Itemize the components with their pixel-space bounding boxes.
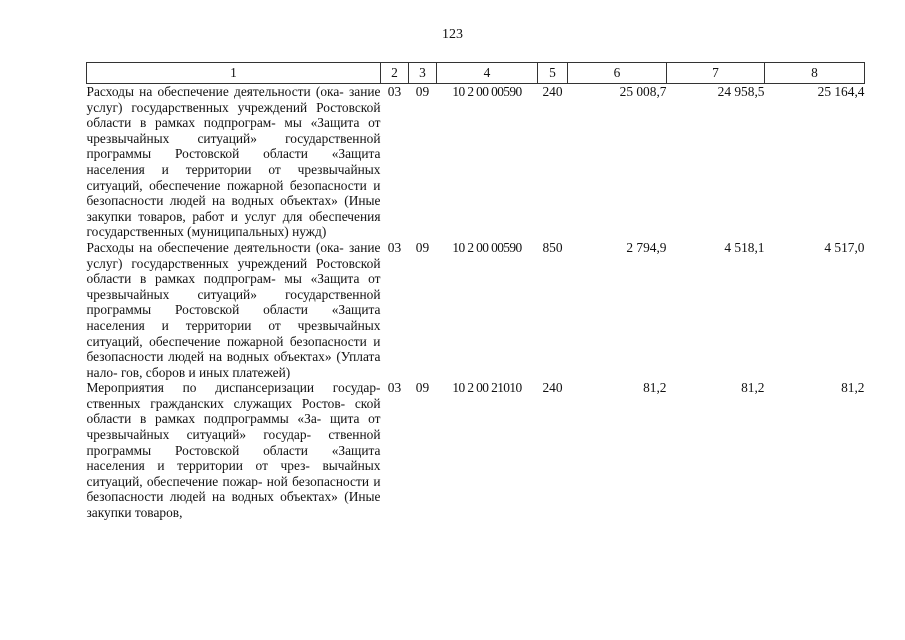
expense-description	[87, 240, 381, 380]
column-header: 5	[538, 63, 568, 84]
amount-year-1: 2 794,9	[626, 239, 667, 255]
description-line: Ростовской области в рамках подпрограм-	[86, 255, 381, 287]
subsection-code: 09	[415, 84, 430, 99]
section-code: 03	[387, 239, 402, 255]
amount-year-2: 24 958,5	[717, 84, 765, 99]
column-header: 7	[667, 63, 765, 84]
description-line: мы «Защита от чрезвычайных ситуаций»	[86, 115, 381, 146]
column-header: 2	[381, 63, 409, 84]
expense-description	[87, 84, 381, 240]
description-line: области «Защита населения и территории	[86, 302, 381, 333]
description-line: людей на водных объектах» (Иные закупки	[86, 193, 381, 224]
header-row	[87, 63, 865, 84]
column-header: 8	[765, 63, 865, 84]
description-line: Расходы на обеспечение деятельности (ока-	[86, 239, 344, 255]
table-row	[87, 84, 865, 240]
description-line: ной безопасности и безопасности людей на	[86, 473, 381, 505]
subsection-code: 09	[415, 239, 430, 255]
description-line: Расходы на обеспечение деятельности (ока-	[86, 84, 344, 99]
section-code: 03	[387, 380, 402, 396]
description-line: зание услуг) государственных учреждений	[86, 84, 381, 115]
expense-type-code: 240	[542, 380, 563, 396]
description-line: Ростовской области в рамках подпрограм-	[86, 99, 381, 131]
description-line: от чрезвычайных ситуаций, обеспечение	[86, 161, 381, 193]
description-line: ской области в рамках подпрограммы «За-	[86, 395, 381, 427]
description-line: вычайных ситуаций, обеспечение пожар-	[86, 458, 381, 489]
description-line: товаров, работ и услуг для обеспечения	[138, 208, 381, 224]
table-row	[87, 240, 865, 380]
amount-year-3: 81,2	[841, 380, 865, 396]
description-line: пожарной безопасности и безопасности	[86, 333, 381, 365]
target-article-code: 10 2 00 00590	[452, 84, 522, 99]
description-line: «Защита населения и территории от чрез-	[86, 442, 381, 474]
target-article-code: 10 2 00 00590	[452, 239, 522, 255]
page-number: 123	[442, 27, 463, 42]
description-line: пожарной безопасности и безопасности	[86, 177, 381, 209]
table-body	[87, 84, 865, 521]
description-line: ственных гражданских служащих Ростов-	[86, 395, 346, 411]
amount-year-2: 4 518,1	[724, 239, 765, 255]
description-line: области «Защита населения и территории	[86, 146, 381, 177]
description-line: ственной программы Ростовской области	[86, 427, 381, 458]
subsection-code: 09	[415, 380, 430, 396]
description-line: государственной программы Ростовской	[86, 286, 381, 318]
table-row	[87, 380, 865, 520]
expense-type-code: 240	[542, 84, 563, 99]
budget-table	[86, 62, 865, 521]
column-header: 6	[568, 63, 667, 84]
description-line: щита от чрезвычайных ситуаций» государ-	[86, 411, 381, 443]
expense-description	[87, 380, 381, 520]
column-header: 1	[87, 63, 381, 84]
expense-type-code: 850	[542, 239, 563, 255]
description-line: водных объектах» (Иные закупки товаров,	[86, 489, 381, 521]
amount-year-2: 81,2	[741, 380, 765, 396]
column-header: 3	[409, 63, 437, 84]
amount-year-3: 25 164,4	[817, 84, 865, 99]
amount-year-3: 4 517,0	[824, 239, 865, 255]
description-line: людей на водных объектах» (Уплата нало-	[86, 349, 381, 380]
description-line: зание услуг) государственных учреждений	[86, 239, 381, 271]
section-code: 03	[387, 84, 402, 99]
description-line: государственной программы Ростовской	[86, 130, 381, 162]
column-header: 4	[437, 63, 538, 84]
amount-year-1: 25 008,7	[619, 84, 667, 99]
description-line: мы «Защита от чрезвычайных ситуаций»	[86, 271, 381, 302]
description-line: от чрезвычайных ситуаций, обеспечение	[86, 317, 381, 349]
description-line: гов, сборов и иных платежей)	[120, 364, 291, 380]
target-article-code: 10 2 00 21010	[452, 380, 522, 396]
description-line: Мероприятия по диспансеризации государ-	[86, 380, 381, 396]
description-line: государственных (муниципальных) нужд)	[86, 224, 327, 240]
amount-year-1: 81,2	[643, 380, 667, 396]
